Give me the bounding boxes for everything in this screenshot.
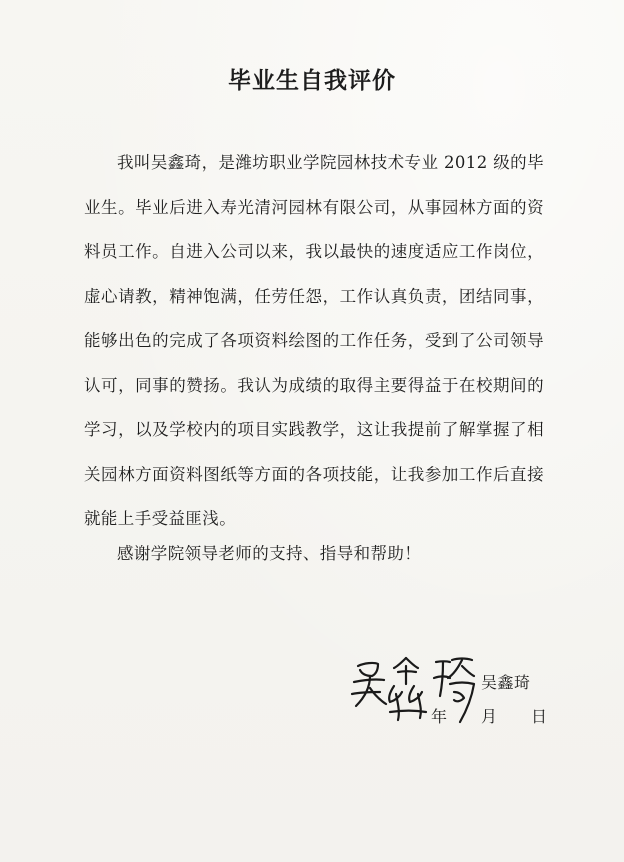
- body-paragraph: 我叫吴鑫琦，是潍坊职业学院园林技术专业 2012 级的毕业生。毕业后进入寿光清河园林有限公司，从事园林方面的资料员工作。自进入公司以来，我以最快的速度适应工作岗位，虚心请教，精神饱满，任劳任怨，工作认真负责，团结同事，能够出色的完成了各项资料绘图的工作任务，受到了公司领导认可，同事的赞扬。我认为成绩的取得主要得益于在校期间的学习，以及学校内的项目实践教学，这让我提前了解掌握了相关园林方面资料图纸等方面的各项技能，让我参加工作后直接就能上手受益匪浅。: [84, 153, 544, 528]
- signer-name: 吴鑫琦: [481, 673, 531, 692]
- date-line: [431, 704, 547, 727]
- year-label: 年: [431, 707, 448, 726]
- document-title: 毕业生自我评价: [228, 68, 396, 94]
- day-label: 日: [531, 707, 548, 726]
- thanks-paragraph: 感谢学院领导老师的支持、指导和帮助！: [117, 544, 422, 563]
- month-label: 月: [481, 707, 498, 726]
